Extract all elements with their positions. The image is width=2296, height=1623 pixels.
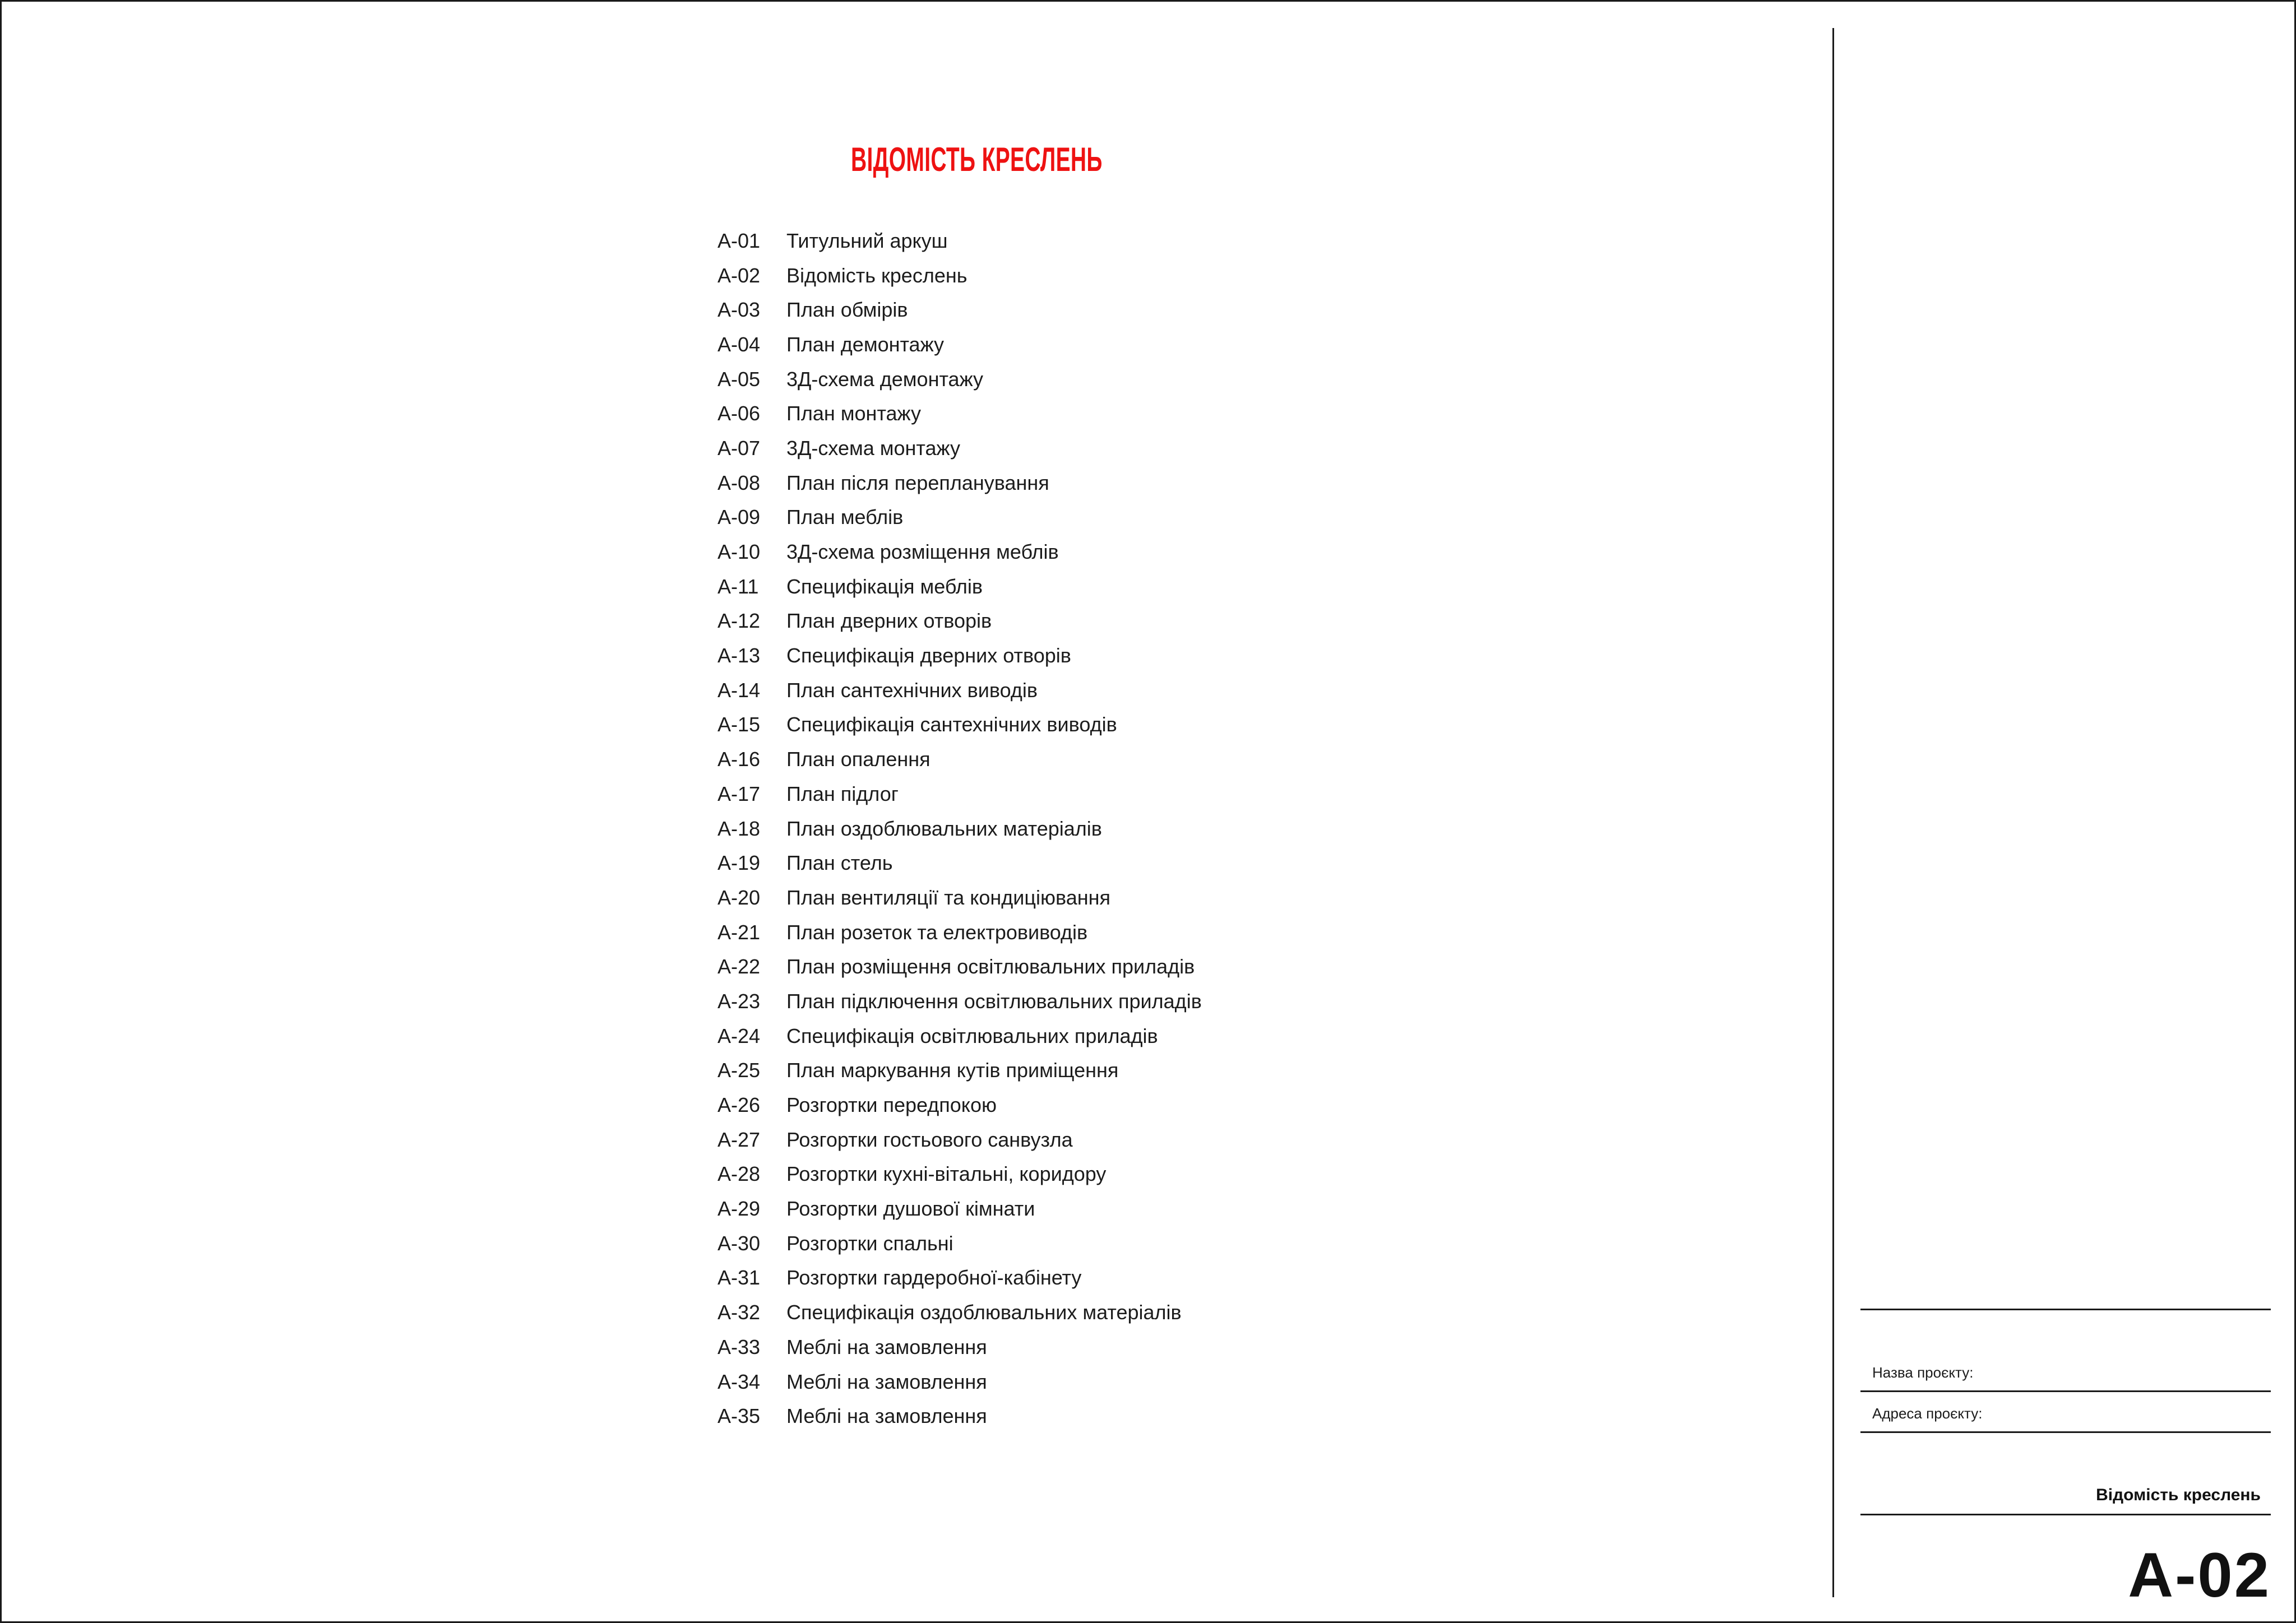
list-item — [718, 742, 1334, 777]
list-item — [718, 1330, 1334, 1365]
list-item — [718, 1123, 1334, 1157]
drawing-title: План дверних отворів — [786, 609, 992, 633]
drawing-title: Меблі на замовлення — [786, 1404, 987, 1428]
list-item — [718, 880, 1334, 915]
drawing-code: A-12 — [718, 609, 761, 633]
drawing-code: A-19 — [718, 851, 761, 875]
drawing-code: A-07 — [718, 436, 761, 460]
list-item — [718, 500, 1334, 535]
list-item — [718, 984, 1334, 1019]
drawing-code: A-29 — [718, 1197, 761, 1221]
drawing-code: A-13 — [718, 644, 761, 667]
drawing-code: A-35 — [718, 1404, 761, 1428]
drawing-title: План обмірів — [786, 298, 908, 322]
drawing-title: План опалення — [786, 748, 931, 771]
drawing-title: План монтажу — [786, 402, 922, 425]
drawing-code: A-27 — [718, 1128, 761, 1151]
drawing-title: План розміщення освітлювальних приладів — [786, 955, 1195, 979]
drawing-title: План сантехнічних виводів — [786, 678, 1038, 702]
drawing-code: A-25 — [718, 1059, 761, 1082]
list-item — [718, 1054, 1334, 1088]
list-item — [718, 327, 1334, 362]
drawing-code: A-03 — [718, 298, 761, 322]
drawing-title: План підлог — [786, 782, 899, 805]
drawing-code: A-22 — [718, 955, 761, 979]
drawing-code: A-11 — [718, 574, 759, 598]
drawing-code: A-30 — [718, 1231, 761, 1255]
drawing-code: A-15 — [718, 713, 761, 736]
title-block-line-name — [1860, 1390, 2271, 1392]
title-block-line-address — [1860, 1431, 2271, 1433]
drawing-title: Розгортки гостьового санвузла — [786, 1128, 1073, 1151]
list-item — [718, 1157, 1334, 1192]
drawing-code: A-31 — [718, 1266, 761, 1290]
page-title: ВІДОМІСТЬ КРЕСЛЕНЬ — [851, 141, 1103, 178]
drawing-title: План розеток та електровиводів — [786, 920, 1088, 944]
drawing-title: Меблі на замовлення — [786, 1370, 987, 1393]
list-item — [718, 673, 1334, 708]
drawing-code: A-33 — [718, 1335, 761, 1358]
drawing-title: План стель — [786, 851, 893, 875]
drawing-title: План демонтажу — [786, 332, 945, 356]
list-item — [718, 1295, 1334, 1330]
project-name-label: Назва проєкту: — [1872, 1364, 1974, 1381]
drawing-code: A-09 — [718, 506, 761, 529]
list-item — [718, 1399, 1334, 1434]
drawing-code: A-10 — [718, 540, 761, 564]
drawing-code: A-18 — [718, 817, 761, 840]
drawing-title: Специфікація сантехнічних виводів — [786, 713, 1117, 736]
drawing-code: A-02 — [718, 263, 761, 287]
drawing-code: A-01 — [718, 229, 761, 252]
drawing-code: A-26 — [718, 1093, 761, 1117]
drawing-title: План після перепланування — [786, 471, 1049, 494]
title-block-line-sheet — [1860, 1514, 2271, 1515]
drawing-title: Розгортки кухні-вітальні, коридору — [786, 1162, 1107, 1186]
drawing-title: План меблів — [786, 506, 904, 529]
project-address-label: Адреса проєкту: — [1872, 1405, 1983, 1422]
drawing-title: Специфікація освітлювальних приладів — [786, 1024, 1158, 1047]
drawing-code: A-06 — [718, 402, 761, 425]
drawing-title: Меблі на замовлення — [786, 1335, 987, 1358]
drawing-code: A-21 — [718, 920, 761, 944]
list-item — [718, 466, 1334, 500]
drawing-title: Специфікація дверних отворів — [786, 644, 1071, 667]
list-item — [718, 708, 1334, 743]
list-item — [718, 1019, 1334, 1054]
list-item — [718, 604, 1334, 639]
drawing-title: 3Д-схема монтажу — [786, 436, 961, 460]
list-item — [718, 777, 1334, 812]
list-item — [718, 362, 1334, 397]
drawing-code: A-16 — [718, 748, 761, 771]
drawing-code: A-08 — [718, 471, 761, 494]
list-item — [718, 638, 1334, 673]
drawing-code: A-23 — [718, 989, 761, 1013]
drawing-code: A-34 — [718, 1370, 761, 1393]
drawing-code: A-17 — [718, 782, 761, 805]
drawing-title: Титульний аркуш — [786, 229, 948, 252]
list-item — [718, 1365, 1334, 1399]
list-item — [718, 258, 1334, 293]
drawing-title: 3Д-схема розміщення меблів — [786, 540, 1059, 564]
drawing-title: План вентиляції та кондиціювання — [786, 885, 1111, 909]
list-item — [718, 293, 1334, 327]
list-item — [718, 846, 1334, 880]
drawing-code: A-05 — [718, 367, 761, 391]
list-item — [718, 812, 1334, 846]
drawing-title: Специфікація оздоблювальних матеріалів — [786, 1301, 1182, 1324]
drawing-title: План оздоблювальних матеріалів — [786, 817, 1102, 840]
drawing-code: A-24 — [718, 1024, 761, 1047]
list-item — [718, 949, 1334, 984]
drawing-title: Відомість креслень — [786, 263, 968, 287]
list-item — [718, 915, 1334, 950]
drawing-title: Розгортки гардеробної-кабінету — [786, 1266, 1082, 1290]
drawing-code: A-20 — [718, 885, 761, 909]
drawing-title: План підключення освітлювальних приладів — [786, 989, 1202, 1013]
drawing-code: A-32 — [718, 1301, 761, 1324]
sheet-title: Відомість креслень — [2096, 1486, 2261, 1504]
drawing-title: Розгортки душової кімнати — [786, 1197, 1035, 1221]
drawing-code: A-14 — [718, 678, 761, 702]
drawing-title: 3Д-схема демонтажу — [786, 367, 984, 391]
drawing-title: Специфікація меблів — [786, 574, 983, 598]
list-item — [718, 1191, 1334, 1226]
list-item — [718, 1088, 1334, 1123]
title-block-divider — [1832, 28, 1834, 1597]
drawing-title: Розгортки спальні — [786, 1231, 953, 1255]
drawing-list — [718, 224, 1334, 1434]
list-item — [718, 569, 1334, 604]
drawing-title: Розгортки передпокою — [786, 1093, 997, 1117]
drawing-title: План маркування кутів приміщення — [786, 1059, 1119, 1082]
list-item — [718, 431, 1334, 466]
list-item — [718, 396, 1334, 431]
title-block-line-top — [1860, 1309, 2271, 1310]
list-item — [718, 224, 1334, 258]
drawing-code: A-04 — [718, 332, 761, 356]
sheet-code: A-02 — [2128, 1540, 2271, 1610]
drawing-code: A-28 — [718, 1162, 761, 1186]
list-item — [718, 1226, 1334, 1261]
list-item — [718, 535, 1334, 569]
list-item — [718, 1261, 1334, 1296]
